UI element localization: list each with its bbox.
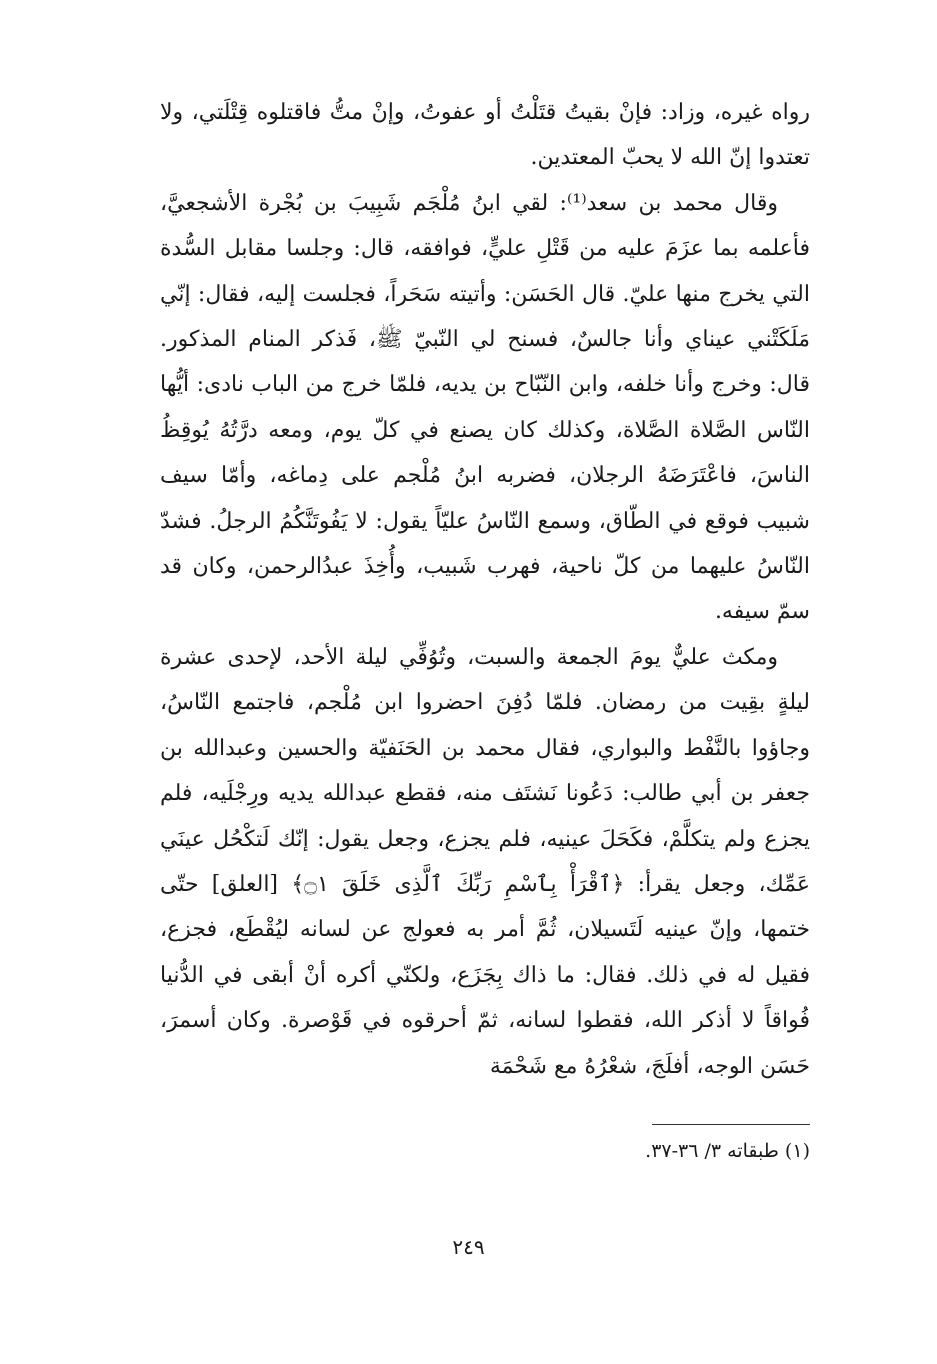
paragraph-2: وقال محمد بن سعد⁽¹⁾: لقي ابنُ مُلْجَم شَبِيبَ بن بُجْرة الأشجعيَّ، فأعلمه بما عزَمَ عليه من قَتْلِ عليٍّ، فوافقه، قال: وجلسا مقابل السُّدة التي يخرج منها عليّ. قال الحَسَن: وأتيته سَحَراً، فجلست إليه، فقال: إنّي مَلَكَتْني عيناي وأنا جالسٌ، فسنح لي النّبيّ ﷺ، فَذكر المنام المذكور. قال: وخرج وأنا خلفه، وابن النّبّاح بن يديه، فلمّا خرج من الباب نادى: أيُّها النّاس الصَّلاة الصَّلاة، وكذلك كان يصنع في كلّ يوم، ومعه درَّتُهُ يُوقِظُ الناسَ، فاعْتَرَضَهُ الرجلان، فضربه ابنُ مُلْجم على دِماغه، وأمّا سيف شبيب فوقع في الطّاق، وسمع النّاسُ عليّاً يقول: لا يَفُوتَنَّكُمُ الرجلُ. فشدّ النّاسُ عليهما من كلّ ناحية، فهرب شَبيب، وأُخِذَ عبدُالرحمن، وكان قد سمّ سيفه. — [160, 190, 810, 625]
footnote-divider — [652, 1124, 810, 1125]
page-number: ٢٤٩ — [452, 1235, 485, 1259]
footnote: (١) طبقاته ٣/ ٣٦-٣٧. — [645, 1140, 810, 1162]
paragraph-3: ومكث عليٌّ يومَ الجمعة والسبت، وتُوُفِّي ليلة الأحد، لإحدى عشرة ليلةٍ بقِيت من رمضان. فلمّا دُفِنَ احضروا ابن مُلْجم، فاجتمع النّاسُ، وجاؤوا بالنَّفْط والبواري، فقال محمد بن الحَنَفيّة والحسين وعبدالله بن جعفر بن أبي طالب: دَعُونا نَشتَف منه، فقطع عبدالله يديه ورِجْلَيه، فلم يجزع ولم يتكلَّمْ، فكَحَلَ عينيه، فلم يجزع، وجعل يقول: إنّك لَتكْحُل عينَي عَمِّك، وجعل يقرأ: ﴿ٱقْرَأْ بِٱسْمِ رَبِّكَ ٱلَّذِى خَلَقَ ۝١﴾ [العلق] حتّى ختمها، وإنّ عينيه لَتَسيلان، ثُمَّ أمر به فعولج عن لسانه ليُقْطَع، فجزع، فقيل له في ذلك. فقال: ما ذاك بِجَزَع، ولكنّي أكره أنْ أبقى في الدُّنيا فُواقاً لا أذكر الله، فقطوا لسانه، ثمّ أحرقوه في قَوْصرة. وكان أسمرَ، حَسَن الوجه، أفلَجَ، شعْرُهُ مع شَحْمَة — [160, 644, 810, 1079]
main-text — [160, 90, 810, 1089]
paragraph-1: رواه غيره، وزاد: فإنْ بقيتُ قتَلْتُ أو عفوتُ، وإنْ متُّ فاقتلوه قِتْلَتي، ولا تعتدوا إنّ الله لا يحبّ المعتدين. — [160, 100, 810, 171]
